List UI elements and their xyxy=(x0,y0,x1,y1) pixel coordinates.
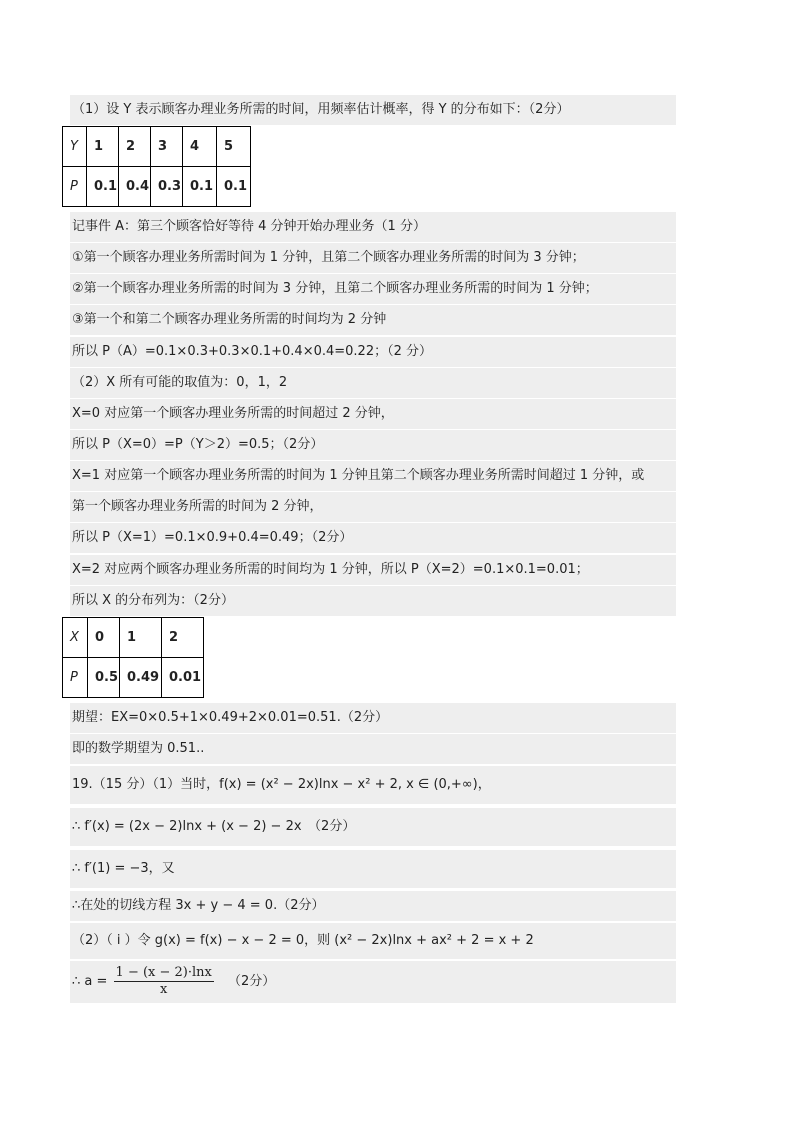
text-line: ③第一个和第二个顾客办理业务所需的时间均为 2 分钟 xyxy=(70,305,676,335)
text-line: ①第一个顾客办理业务所需时间为 1 分钟，且第二个顾客办理业务所需的时间为 3 分钟； xyxy=(70,243,676,273)
table-cell: 0.49 xyxy=(120,658,162,698)
table-row xyxy=(63,167,251,207)
y-distribution-table xyxy=(62,126,251,207)
text-line: 记事件 A：第三个顾客恰好等待 4 分钟开始办理业务（1 分） xyxy=(70,212,676,242)
text-line: 期望：EX=0×0.5+1×0.49+2×0.01=0.51.（2分） xyxy=(70,703,676,733)
table-cell: P xyxy=(63,658,88,698)
table-cell: P xyxy=(63,167,87,207)
table-cell: 0.1 xyxy=(217,167,251,207)
text-line: 所以 P（A）=0.1×0.3+0.3×0.1+0.4×0.4=0.22；（2 分） xyxy=(70,337,676,367)
table-header-row xyxy=(63,618,204,658)
text-line: （1）设 Y 表示顾客办理业务所需的时间，用频率估计概率，得 Y 的分布如下：（2分） xyxy=(70,95,676,125)
formula-line xyxy=(70,961,676,1003)
text-line: 所以 X 的分布列为：（2分） xyxy=(70,586,676,616)
text-line: ∴ f′(1) = −3，又 xyxy=(70,850,676,888)
x-distribution-table xyxy=(62,617,204,698)
table-row xyxy=(63,658,204,698)
table-cell: 0.3 xyxy=(151,167,183,207)
table-cell: 0 xyxy=(88,618,120,658)
text-line: ②第一个顾客办理业务所需的时间为 3 分钟，且第二个顾客办理业务所需的时间为 1 分钟； xyxy=(70,274,676,304)
fraction-denominator: x xyxy=(160,982,168,997)
text-line: 即的数学期望为 0.51.. xyxy=(70,734,676,764)
text-line: （2）X 所有可能的取值为：0，1，2 xyxy=(70,368,676,398)
text-line: 所以 P（X=0）=P（Y＞2）=0.5；（2分） xyxy=(70,430,676,460)
table-cell: 0.5 xyxy=(88,658,120,698)
table-cell: 5 xyxy=(217,127,251,167)
table-cell: 1 xyxy=(120,618,162,658)
table-cell: 2 xyxy=(119,127,151,167)
text-line: ∴在处的切线方程 3x + y − 4 = 0.（2分） xyxy=(70,891,676,921)
table-cell: 0.1 xyxy=(87,167,119,207)
table-cell: X xyxy=(63,618,88,658)
text-line: ∴ f′(x) = (2x − 2)lnx + (x − 2) − 2x （2分） xyxy=(70,808,676,846)
score-note: （2分） xyxy=(228,974,276,989)
formula-prefix: ∴ a = xyxy=(72,974,108,989)
text-line: （2）（ i ）令 g(x) = f(x) − x − 2 = 0，则 (x² − 2x)lnx + ax² + 2 = x + 2 xyxy=(70,923,676,959)
table-cell: 0.4 xyxy=(119,167,151,207)
text-line: X=1 对应第一个顾客办理业务所需的时间为 1 分钟且第二个顾客办理业务所需时间超过 1 分钟，或 xyxy=(70,461,676,491)
table-cell: 4 xyxy=(183,127,217,167)
table-cell: 3 xyxy=(151,127,183,167)
text-line: X=2 对应两个顾客办理业务所需的时间均为 1 分钟，所以 P（X=2）=0.1×0.1=0.01； xyxy=(70,555,676,585)
fraction xyxy=(114,965,214,998)
table-cell: 0.1 xyxy=(183,167,217,207)
table-cell: 1 xyxy=(87,127,119,167)
text-line: 19.（15 分）（1）当时，f(x) = (x² − 2x)lnx − x² + 2, x ∈ (0,+∞)， xyxy=(70,766,676,804)
table-cell: 0.01 xyxy=(162,658,204,698)
table-header-row xyxy=(63,127,251,167)
text-line: 第一个顾客办理业务所需的时间为 2 分钟， xyxy=(70,492,676,522)
table-cell: 2 xyxy=(162,618,204,658)
text-line: 所以 P（X=1）=0.1×0.9+0.4=0.49；（2分） xyxy=(70,523,676,553)
fraction-numerator: 1 − (x − 2)·lnx xyxy=(115,965,212,980)
table-cell: Y xyxy=(63,127,87,167)
text-line: X=0 对应第一个顾客办理业务所需的时间超过 2 分钟， xyxy=(70,399,676,429)
